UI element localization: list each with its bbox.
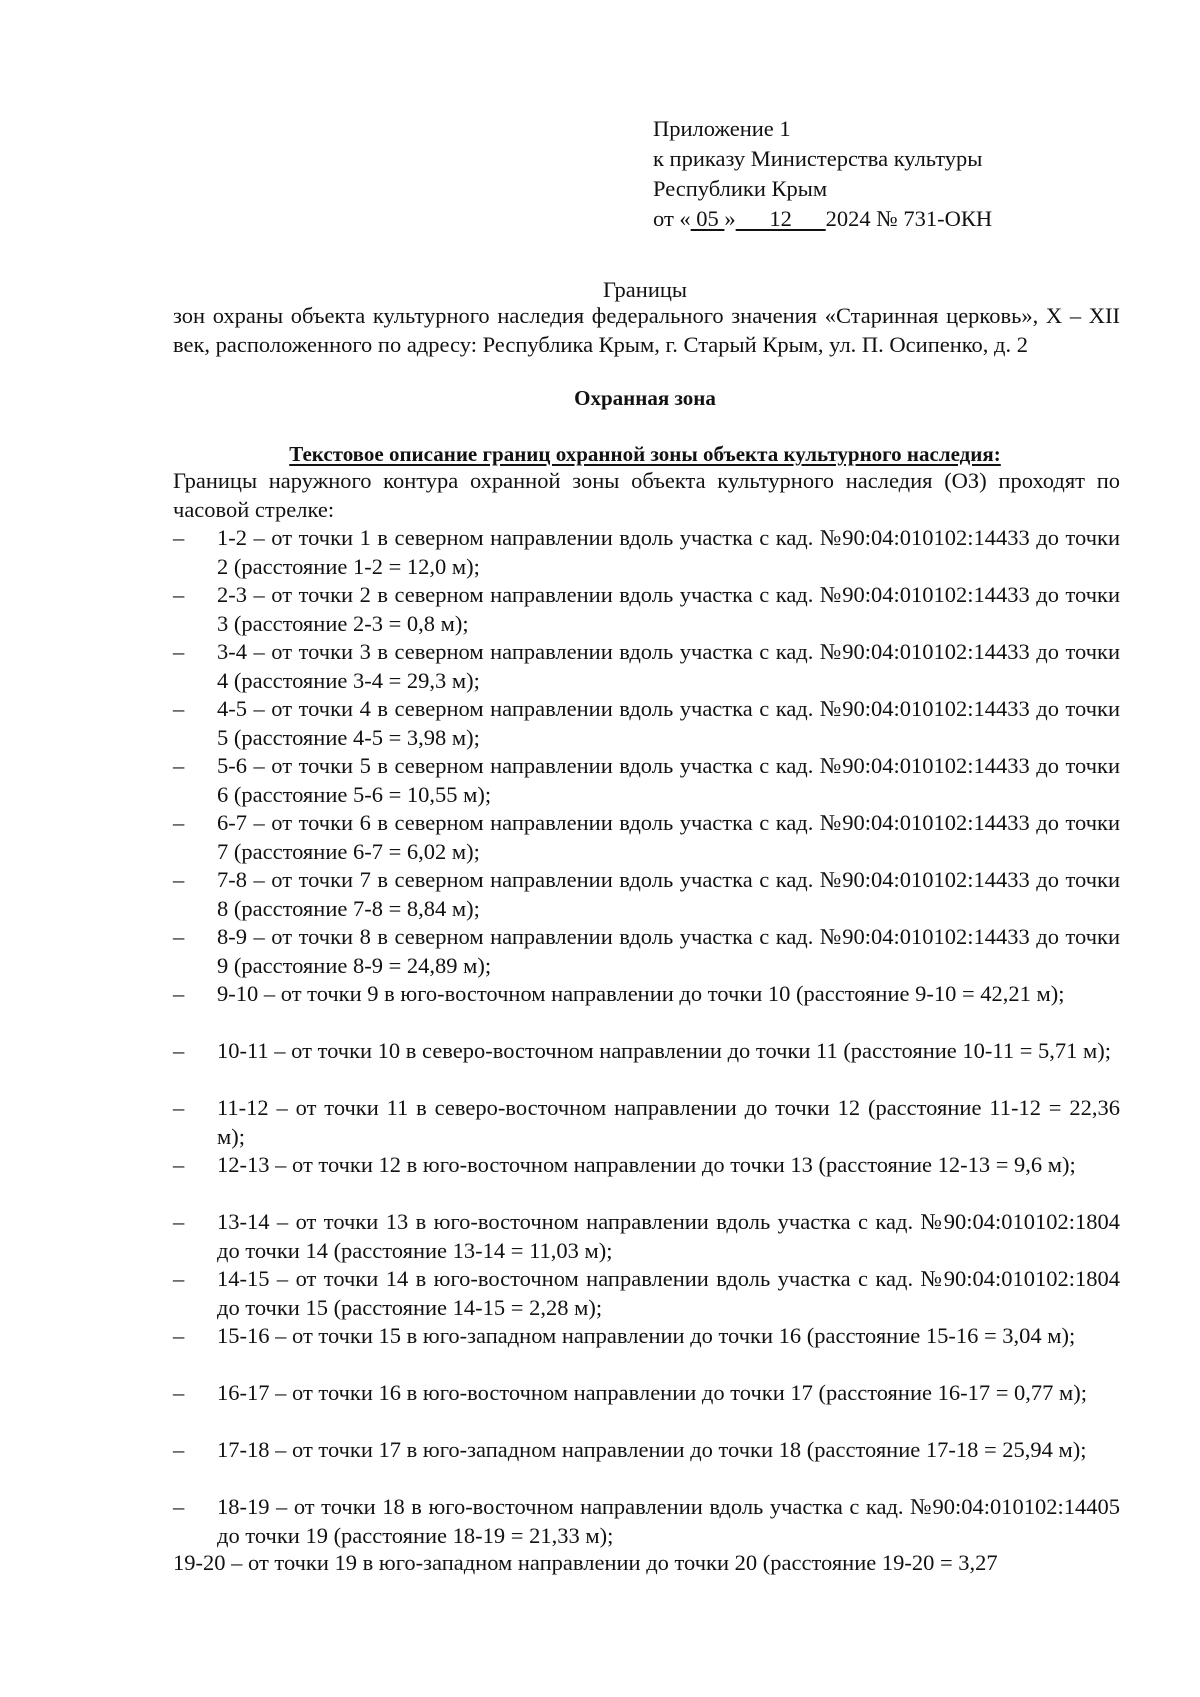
list-item xyxy=(173,752,1120,809)
list-item-text: 5-6 – от точки 5 в северном направлении вдоль участка с кад. №90:04:010102:14433 до точки 6 (расстояние 5-6 = 10,55 м); xyxy=(217,753,1120,807)
list-item-text: 8-9 – от точки 8 в северном направлении вдоль участка с кад. №90:04:010102:14433 до точки 9 (расстояние 8-9 = 24,89 м); xyxy=(217,924,1120,978)
appendix-block xyxy=(653,114,992,234)
list-item xyxy=(173,809,1120,866)
list-item-text: 9-10 – от точки 9 в юго-восточном направлении до точки 10 (расстояние 9-10 = 42,21 м); xyxy=(217,981,1065,1006)
appendix-line-2: к приказу Министерства культуры xyxy=(653,146,983,171)
list-item xyxy=(173,1265,1120,1322)
list-item xyxy=(173,1094,1120,1151)
dash-bullet: – xyxy=(173,1323,185,1348)
dash-bullet: – xyxy=(173,753,185,778)
list-item xyxy=(173,581,1120,638)
boundary-list xyxy=(173,524,1120,1550)
list-item-text: 12-13 – от точки 12 в юго-восточном направлении до точки 13 (расстояние 12-13 = 9,6 м); xyxy=(217,1152,1076,1177)
dash-bullet: – xyxy=(173,810,185,835)
intro-paragraph: Границы наружного контура охранной зоны объекта культурного наследия (ОЗ) проходят по часовой стрелке: xyxy=(173,468,1120,522)
list-item-text: 15-16 – от точки 15 в юго-западном направлении до точки 16 (расстояние 15-16 = 3,04 м); xyxy=(217,1323,1076,1348)
document-title-text: зон охраны объекта культурного наследия федерального значения «Старинная церковь», X – XII век, расположенного по адресу: Республика Крым, г. Старый Крым, ул. П. Осипенко, д. 2 xyxy=(173,303,1120,357)
list-item-text: 17-18 – от точки 17 в юго-западном направлении до точки 18 (расстояние 17-18 = 25,94 м); xyxy=(217,1437,1087,1462)
date-month: 12 xyxy=(735,206,826,231)
list-item-text: 10-11 – от точки 10 в северо-восточном направлении до точки 11 (расстояние 10-11 = 5,71 м); xyxy=(217,1038,1112,1063)
appendix-date xyxy=(653,204,992,234)
list-item-text: 13-14 – от точки 13 в юго-восточном направлении вдоль участка с кад. №90:04:010102:1804 до точки 14 (расстояние 13-14 = 11,03 м); xyxy=(217,1209,1120,1263)
list-item xyxy=(173,1436,1120,1493)
list-item-text: 11-12 – от точки 11 в северо-восточном направлении до точки 12 (расстояние 11-12 = 22,36 м); xyxy=(217,1095,1120,1149)
date-year-number: 2024 № 731-ОКН xyxy=(825,206,993,231)
dash-bullet: – xyxy=(173,1437,185,1462)
date-prefix: от « xyxy=(653,206,691,231)
list-item xyxy=(173,1208,1120,1265)
dash-bullet: – xyxy=(173,1380,185,1405)
dash-bullet: – xyxy=(173,696,185,721)
dash-bullet: – xyxy=(173,1266,185,1291)
last-line: 19-20 – от точки 19 в юго-западном направлении до точки 20 (расстояние 19-20 = 3,27 xyxy=(173,1550,998,1575)
list-item-text: 16-17 – от точки 16 в юго-восточном направлении до точки 17 (расстояние 16-17 = 0,77 м); xyxy=(217,1380,1088,1405)
list-item xyxy=(173,1037,1120,1094)
date-mid: » xyxy=(724,206,736,231)
list-item xyxy=(173,866,1120,923)
list-item xyxy=(173,1322,1120,1379)
list-item-text: 4-5 – от точки 4 в северном направлении вдоль участка с кад. №90:04:010102:14433 до точки 5 (расстояние 4-5 = 3,98 м); xyxy=(217,696,1120,750)
list-item-text: 2-3 – от точки 2 в северном направлении вдоль участка с кад. №90:04:010102:14433 до точки 3 (расстояние 2-3 = 0,8 м); xyxy=(217,582,1120,636)
list-item xyxy=(173,923,1120,980)
dash-bullet: – xyxy=(173,981,185,1006)
list-item-text: 1-2 – от точки 1 в северном направлении вдоль участка с кад. №90:04:010102:14433 до точки 2 (расстояние 1-2 = 12,0 м); xyxy=(217,525,1120,579)
list-item-text: 7-8 – от точки 7 в северном направлении вдоль участка с кад. №90:04:010102:14433 до точки 8 (расстояние 7-8 = 8,84 м); xyxy=(217,867,1120,921)
list-item xyxy=(173,638,1120,695)
list-item-text: 6-7 – от точки 6 в северном направлении вдоль участка с кад. №90:04:010102:14433 до точки 7 (расстояние 6-7 = 6,02 м); xyxy=(217,810,1120,864)
appendix-line-3: Республики Крым xyxy=(653,176,828,201)
list-item xyxy=(173,980,1120,1037)
list-item xyxy=(173,1379,1120,1436)
dash-bullet: – xyxy=(173,924,185,949)
dash-bullet: – xyxy=(173,1095,185,1120)
description-title: Текстовое описание границ охранной зоны объекта культурного наследия: xyxy=(289,442,1001,466)
date-day: 05 xyxy=(690,206,725,231)
list-item-text: 18-19 – от точки 18 в юго-восточном направлении вдоль участка с кад. №90:04:010102:14405 до точки 19 (расстояние 18-19 = 21,33 м); xyxy=(217,1494,1120,1548)
dash-bullet: – xyxy=(173,582,185,607)
dash-bullet: – xyxy=(173,525,185,550)
list-item xyxy=(173,695,1120,752)
dash-bullet: – xyxy=(173,867,185,892)
dash-bullet: – xyxy=(173,639,185,664)
section-title: Охранная зона xyxy=(574,386,716,410)
list-item-text: 3-4 – от точки 3 в северном направлении вдоль участка с кад. №90:04:010102:14433 до точки 4 (расстояние 3-4 = 29,3 м); xyxy=(217,639,1120,693)
list-item xyxy=(173,1493,1120,1550)
list-item-text: 14-15 – от точки 14 в юго-восточном направлении вдоль участка с кад. №90:04:010102:1804 до точки 15 (расстояние 14-15 = 2,28 м); xyxy=(217,1266,1120,1320)
list-item xyxy=(173,1151,1120,1208)
document-title-word: Границы xyxy=(602,277,688,302)
dash-bullet: – xyxy=(173,1038,185,1063)
dash-bullet: – xyxy=(173,1152,185,1177)
list-item xyxy=(173,524,1120,581)
dash-bullet: – xyxy=(173,1494,185,1519)
appendix-line-1: Приложение 1 xyxy=(653,116,791,141)
dash-bullet: – xyxy=(173,1209,185,1234)
